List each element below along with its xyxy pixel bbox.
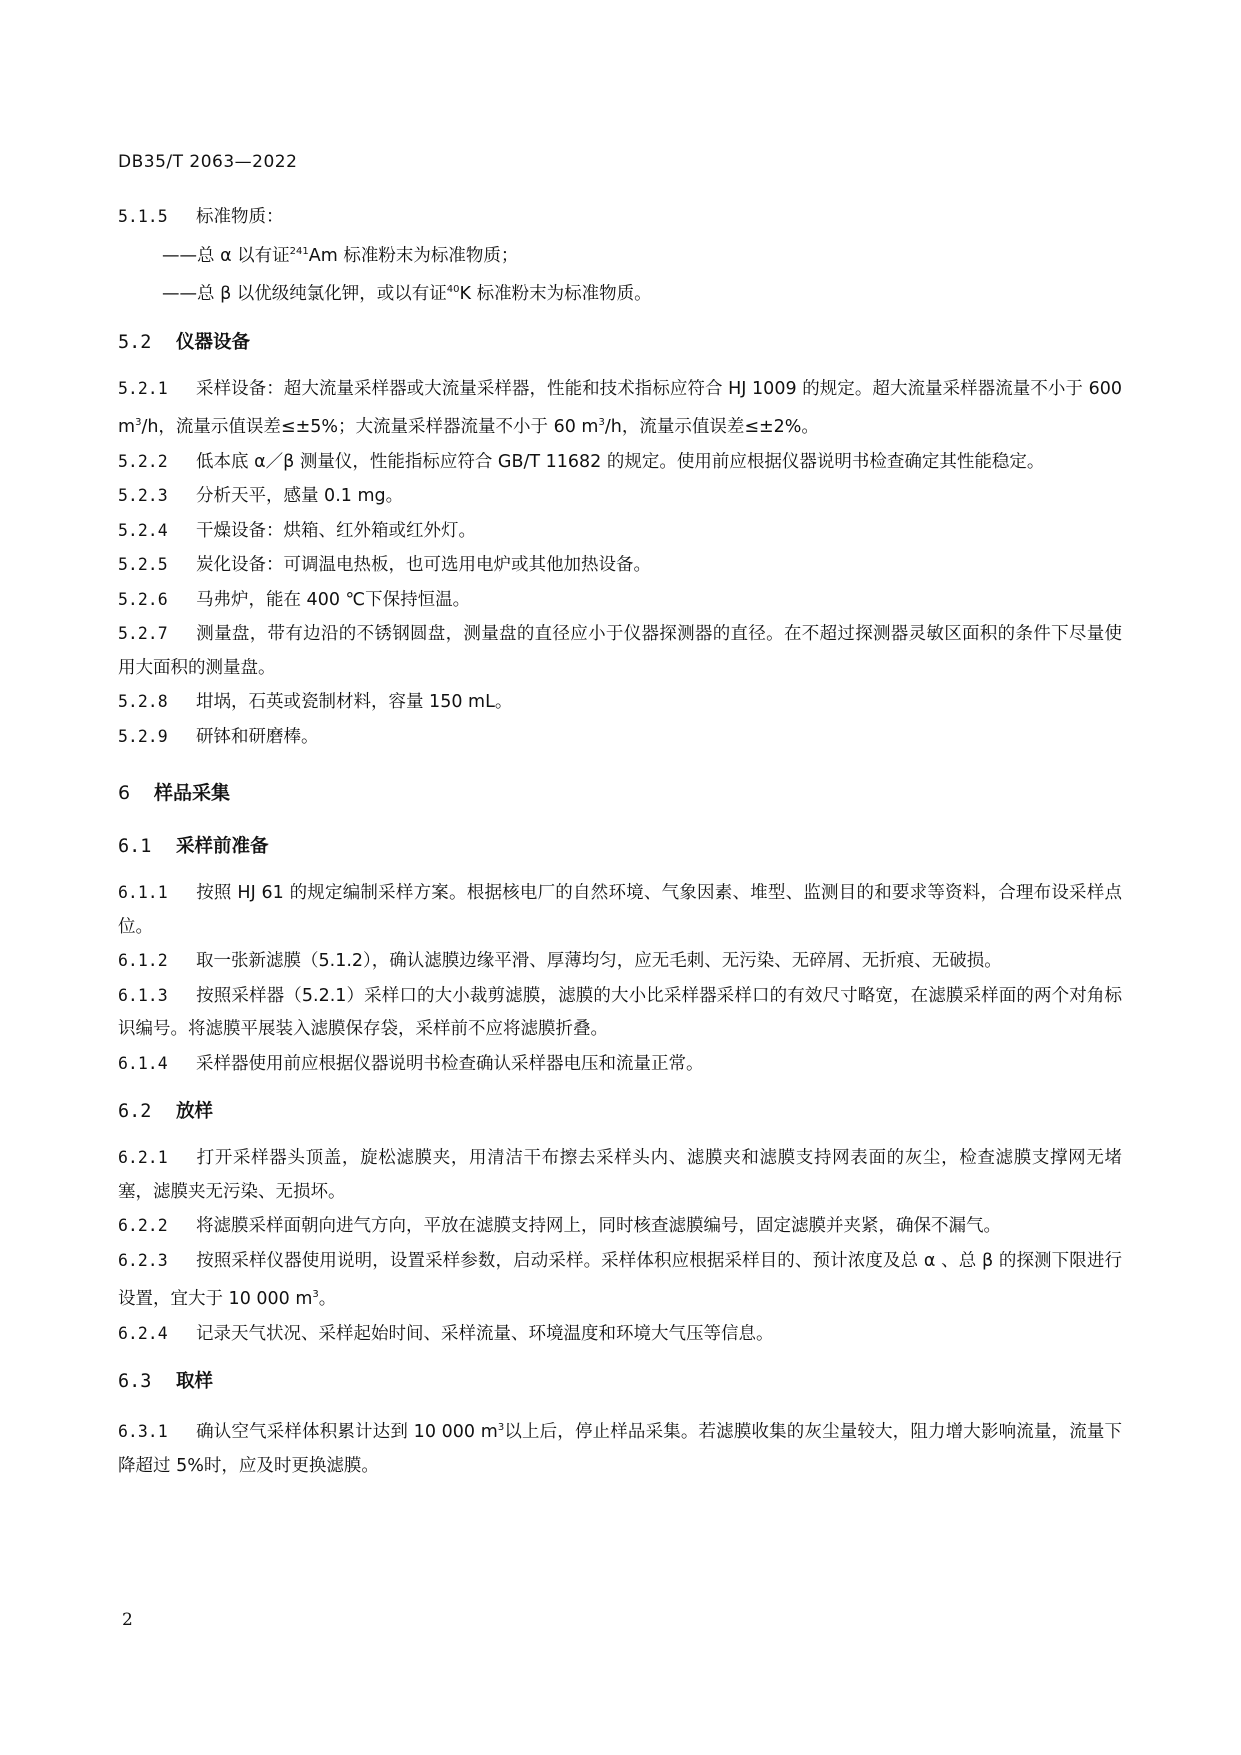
page-number: 2: [122, 1610, 133, 1630]
clause-6-2-3: 6.2.3 按照采样仪器使用说明，设置采样参数，启动采样。采样体积应根据采样目的、预计浓度及总 α 、总 β 的探测下限进行设置，宜大于 10 000 $m^3$。: [118, 1250, 1122, 1309]
section-5-2-heading: 5.2 仪器设备: [118, 331, 251, 353]
clause-6-1-1: 6.1.1 按照 HJ 61 的规定编制采样方案。根据核电厂的自然环境、气象因素、堆型、监测目的和要求等资料，合理布设采样点位。: [118, 883, 1122, 937]
clause-6-3-1: 6.3.1 确认空气采样体积累计达到 10 000 $m^3$以上后，停止样品采集。若滤膜收集的灰尘量较大，阻力增大影响流量，流量下降超过 5%时，应及时更换滤膜。: [118, 1422, 1122, 1476]
clause-5-1-5-item-beta: ——总 β 以优级纯氯化钾，或以有证$^{40}$K 标准粉末为标准物质。: [162, 284, 652, 304]
clause-6-2-1: 6.2.1 打开采样器头顶盖，旋松滤膜夹，用清洁干布擦去采样头内、滤膜夹和滤膜支持网表面的灰尘，检查滤膜支撑网无堵塞，滤膜夹无污染、无损坏。: [118, 1148, 1122, 1202]
clause-5-1-5-item-alpha: ——总 α 以有证$^{241}$Am 标准粉末为标准物质；: [162, 245, 519, 266]
document-body: [118, 200, 1122, 1483]
clause-5-2-1: 5.2.1 采样设备：超大流量采样器或大流量采样器，性能和技术指标应符合 HJ 1009 的规定。超大流量采样器流量不小于 600 $m^3/h$，流量示值误差≤±5%；大流量采样器流量不小于 60 $m^3/h$，流量示值误差≤±2%。: [118, 378, 1122, 437]
clause-6-2-2: 6.2.2 将滤膜采样面朝向进气方向，平放在滤膜支持网上，同时核查滤膜编号，固定滤膜并夹紧，确保不漏气。: [118, 1216, 1001, 1236]
clause-6-1-3: 6.1.3 按照采样器（5.2.1）采样口的大小裁剪滤膜，滤膜的大小比采样器采样口的有效尺寸略宽，在滤膜采样面的两个对角标识编号。将滤膜平展装入滤膜保存袋，采样前不应将滤膜折叠。: [118, 985, 1122, 1039]
clause-6-1-2: 6.1.2 取一张新滤膜（5.1.2），确认滤膜边缘平滑、厚薄均匀，应无毛刺、无污染、无碎屑、无折痕、无破损。: [118, 951, 1002, 971]
clause-5-2-7: 5.2.7 测量盘，带有边沿的不锈钢圆盘，测量盘的直径应小于仪器探测器的直径。在不超过探测器灵敏区面积的条件下尽量使用大面积的测量盘。: [118, 624, 1122, 678]
document-header: DB35/T 2063—2022: [118, 152, 298, 172]
clause-5-2-9: 5.2.9 研钵和研磨棒。: [118, 726, 319, 747]
clause-5-2-6: 5.2.6 马弗炉，能在 400 ℃下保持恒温。: [118, 589, 471, 610]
clause-5-1-5: 5.1.5 标准物质：: [118, 207, 284, 227]
clause-6-1-4: 6.1.4 采样器使用前应根据仪器说明书检查确认采样器电压和流量正常。: [118, 1053, 704, 1074]
clause-5-2-8: 5.2.8 坩埚，石英或瓷制材料，容量 150 mL。: [118, 692, 513, 712]
clause-5-2-2: 5.2.2 低本底 α／β 测量仪，性能指标应符合 GB/T 11682 的规定。使用前应根据仪器说明书检查确定其性能稳定。: [118, 451, 1045, 472]
section-6-3-heading: 6.3 取样: [118, 1371, 214, 1392]
section-6-1-heading: 6.1 采样前准备: [118, 836, 269, 857]
clause-5-2-4: 5.2.4 干燥设备：烘箱、红外箱或红外灯。: [118, 520, 476, 541]
clause-6-2-4: 6.2.4 记录天气状况、采样起始时间、采样流量、环境温度和环境大气压等信息。: [118, 1323, 774, 1344]
section-6-2-heading: 6.2 放样: [118, 1101, 214, 1122]
clause-5-2-5: 5.2.5 炭化设备：可调温电热板，也可选用电炉或其他加热设备。: [118, 555, 651, 575]
clause-5-2-3: 5.2.3 分析天平，感量 0.1 mg。: [118, 486, 404, 506]
section-6-heading: 6 样品采集: [118, 782, 231, 804]
